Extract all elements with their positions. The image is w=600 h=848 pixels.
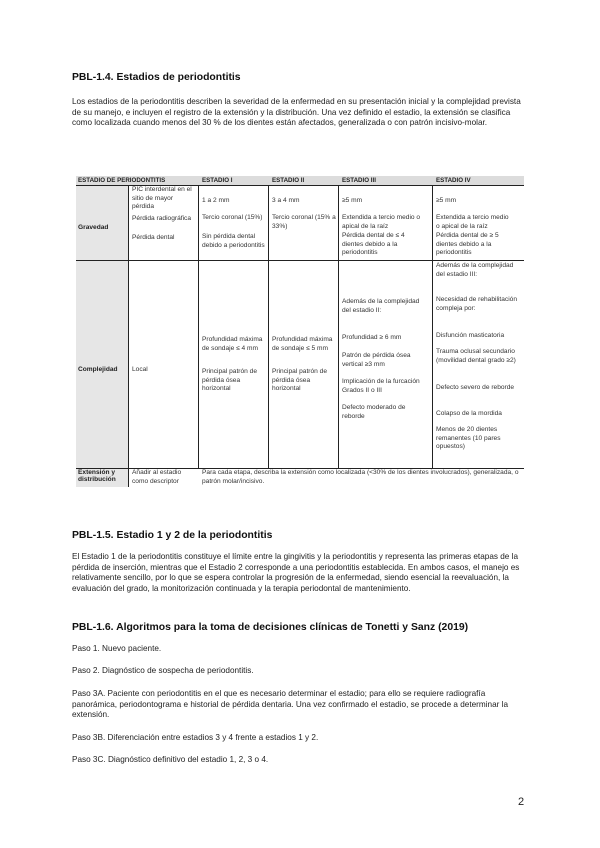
section-title-1-4: PBL-1.4. Estadios de periodontitis [72,72,241,83]
table-cell: Extendida a tercio medio o apical de la raíz [342,214,421,230]
table-cell: Trauma oclusal secundario (movilidad dental grado ≥2) [436,348,516,364]
table-cell: Profundidad máxima de sondaje ≤ 5 mm [272,336,333,352]
criteria-cell: Añadir al estadio como descriptor [132,469,182,485]
grid-line [198,185,199,468]
row-label-extension: Extensión y distribución [78,469,116,483]
table-cell: Además de la complejidad del estadio III: [436,262,514,278]
table-cell: Necesidad de rehabilitación compleja por: [436,296,518,312]
table-cell: Además de la complejidad del estadio II: [342,298,420,314]
algorithm-step: Paso 1. Nuevo paciente. [72,644,162,653]
table-cell: Sin pérdida dental debido a periodontitis [202,233,265,249]
section-text-1-4: Los estadios de la periodontitis describen la severidad de la enfermedad en su presentación inicial y la complejidad prevista de su manejo, e incluyen el registro de la extensión y la distribución. Una vez definido el estadio, la extensión se clasifica como localizada cuando menos del 30 % de los dientes están afectados, generalizada o con patrón incisivo-molar. [72,97,521,128]
section-title-1-6: PBL-1.6. Algoritmos para la toma de decisiones clínicas de Tonetti y Sanz (2019) [72,622,469,633]
table-cell: Extendida a tercio medio o apical de la raíz [436,214,509,230]
table-cell: Profundidad ≥ 6 mm [342,334,402,341]
table-cell: Principal patrón de pérdida ósea horizontal [272,368,327,393]
table-cell: Menos de 20 dientes remanentes (10 pares opuestos) [436,426,501,451]
table-cell: Tercio coronal (15% a 33%) [272,214,336,230]
header-stage-2: ESTADIO II [272,177,305,184]
page-number: 2 [518,796,525,808]
algorithm-step: Paso 3C. Diagnóstico definitivo del estadio 1, 2, 3 o 4. [72,755,269,764]
algorithm-step: Paso 3A. Paciente con periodontitis en el que es necesario determinar el estadio; para ello se requiere radiografía panorámica, periodontograma e historial de pérdida dentaria. Una vez confirmado el estadio, se procede a determinar la extensión. [72,689,509,720]
criteria-cell: Local [132,366,148,373]
header-stage-3: ESTADIO III [342,177,376,184]
grid-line [76,260,524,261]
table-cell: 3 a 4 mm [272,197,300,204]
table-cell: Profundidad máxima de sondaje ≤ 4 mm [202,336,263,352]
algorithm-step: Paso 2. Diagnóstico de sospecha de periodontitis. [72,666,254,675]
table-cell: Para cada etapa, describa la extensión como localizada (<30% de los dientes involucrados), generalizada, o patrón molar/incisivo. [202,469,519,485]
grid-line [128,185,129,487]
section-title-1-5: PBL-1.5. Estadio 1 y 2 de la periodontitis [72,530,273,541]
header-stage-4: ESTADIO IV [436,177,471,184]
grid-line [268,185,269,468]
row-label-gravedad: Gravedad [78,224,109,231]
table-cell: Implicación de la furcación Grados II o III [342,378,420,394]
table-cell: Colapso de la mordida [436,410,502,417]
grid-line [432,185,433,468]
table-cell: Defecto moderado de reborde [342,404,406,420]
algorithm-step: Paso 3B. Diferenciación entre estadios 3 y 4 frente a estadios 1 y 2. [72,733,319,742]
table-cell: ≥5 mm [436,197,457,204]
table-cell: Pérdida dental de ≥ 5 dientes debido a la periodontitis [436,232,499,257]
criteria-cell: Pérdida radiográfica [132,215,192,222]
criteria-cell: Pérdida dental [132,234,175,241]
table-cell: Defecto severo de reborde [436,384,515,391]
table-cell: Pérdida dental de ≤ 4 dientes debido a la periodontitis [342,232,405,257]
row-label-complejidad: Complejidad [78,366,118,373]
criteria-cell: PIC interdental en el sitio de mayor pérdida [132,186,192,211]
header-stage-1: ESTADIO I [202,177,233,184]
table-cell: ≥5 mm [342,197,363,204]
grid-line [338,185,339,468]
header-stage-label: ESTADIO DE PERIODONTITIS [78,177,166,184]
table-cell: Tercio coronal (15%) [202,214,263,221]
table-cell: Disfunción masticatoria [436,332,505,339]
table-cell: 1 a 2 mm [202,197,230,204]
table-cell: Patrón de pérdida ósea vertical ≥3 mm [342,352,411,368]
section-text-1-5: El Estadio 1 de la periodontitis constituye el límite entre la gingivitis y la periodontitis y representa las primeras etapas de la pérdida de inserción, mientras que el Estadio 2 corresponde a una periodontitis establecida. En ambos casos, el manejo es relativamente sencillo, por lo que se espera controlar la progresión de la enfermedad, siendo esencial la reevaluación, la evaluación del grado, la monitorización continuada y la terapia periodontal de mantenimiento. [72,552,520,593]
table-cell: Principal patrón de pérdida ósea horizontal [202,368,257,393]
